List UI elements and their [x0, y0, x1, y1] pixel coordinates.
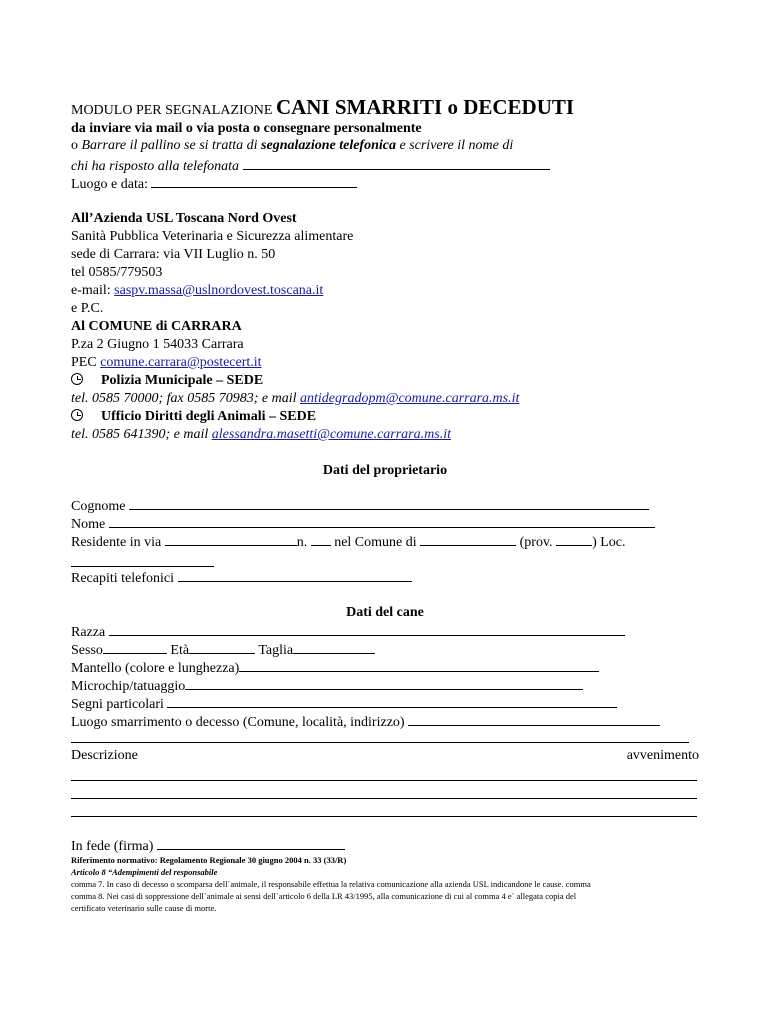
surname-field[interactable]: [129, 496, 649, 510]
usl-tel: tel 0585/779503: [71, 265, 163, 280]
coat-line: Mantello (colore e lunghezza): [71, 658, 599, 678]
place-date-line: Luogo e data:: [71, 174, 357, 194]
comune-pec-line: PEC comune.carrara@postecert.it: [71, 355, 262, 370]
description-field-2[interactable]: [71, 798, 697, 799]
name-line: Nome: [71, 514, 655, 534]
phones-line: Recapiti telefonici: [71, 568, 412, 588]
locality-field[interactable]: [71, 566, 214, 567]
chip-field[interactable]: [185, 676, 583, 690]
comma-text-1: comma 7. In caso di decesso o scomparsa dell`animale, il responsabile effettua la relativa comunicazione alla azienda USL indicandone le cause. comma: [71, 879, 591, 889]
chip-line: Microchip/tatuaggio: [71, 676, 583, 696]
usl-dept: Sanità Pubblica Veterinaria e Sicurezza alimentare: [71, 229, 354, 244]
phone-responder-line: chi ha risposto alla telefonata: [71, 156, 550, 176]
clock-icon[interactable]: [71, 409, 83, 421]
comma-text-2: comma 8. Nei casi di soppressione dell`animale ai sensi dell`articolo 6 della LR 43/1995, alla comunicazione di cui al comma 4 e` allegata copia del: [71, 891, 577, 901]
polizia-line: Polizia Municipale – SEDE: [71, 372, 263, 390]
article-title: Articolo 8 “Adempimenti del responsabile: [71, 867, 218, 877]
comune-field[interactable]: [420, 532, 516, 546]
description-line: Descrizione avvenimento: [71, 748, 699, 763]
signature-line: In fede (firma): [71, 836, 345, 856]
sex-field[interactable]: [103, 640, 167, 654]
form-title-prefix: MODULO PER SEGNALAZIONE: [71, 103, 273, 118]
legal-reference: Riferimento normativo: Regolamento Regionale 30 giugno 2004 n. 33 (33/R): [71, 855, 347, 865]
coat-field[interactable]: [239, 658, 599, 672]
phone-responder-field[interactable]: [243, 156, 550, 170]
comune-name: Al COMUNE di CARRARA: [71, 319, 242, 334]
usl-name: All’Azienda USL Toscana Nord Ovest: [71, 211, 297, 226]
residence-line: Residente in via n. nel Comune di (prov. ) Loc.: [71, 532, 626, 552]
phones-field[interactable]: [178, 568, 412, 582]
polizia-contacts: tel. 0585 70000; fax 0585 70983; e mail antidegradopm@comune.carrara.ms.it: [71, 391, 520, 406]
ufficio-line: Ufficio Diritti degli Animali – SEDE: [71, 408, 316, 426]
usl-address: sede di Carrara: via VII Luglio n. 50: [71, 247, 276, 262]
signature-field[interactable]: [157, 836, 345, 850]
usl-email-line: e-mail: saspv.massa@uslnordovest.toscana.it: [71, 283, 324, 298]
clock-icon[interactable]: [71, 373, 83, 385]
place-field-continued[interactable]: [71, 742, 689, 743]
breed-field[interactable]: [109, 622, 625, 636]
comune-address: P.za 2 Giugno 1 54033 Carrara: [71, 337, 244, 352]
ufficio-contacts: tel. 0585 641390; e mail alessandra.masetti@comune.carrara.ms.it: [71, 427, 451, 442]
option-bullet[interactable]: o: [71, 138, 78, 153]
age-field[interactable]: [189, 640, 255, 654]
sex-age-size-line: Sesso Età Taglia: [71, 640, 375, 660]
pc-label: e P.C.: [71, 301, 104, 316]
name-field[interactable]: [109, 514, 655, 528]
marks-line: Segni particolari: [71, 694, 617, 714]
breed-line: Razza: [71, 622, 625, 642]
place-date-field[interactable]: [151, 174, 357, 188]
surname-line: Cognome: [71, 496, 649, 516]
street-field[interactable]: [165, 532, 297, 546]
description-field-1[interactable]: [71, 780, 697, 781]
prov-field[interactable]: [556, 532, 592, 546]
polizia-email-link[interactable]: antidegradopm@comune.carrara.ms.it: [300, 391, 520, 406]
place-line: Luogo smarrimento o decesso (Comune, località, indirizzo): [71, 712, 660, 732]
phone-report-option: o Barrare il pallino se si tratta di segnalazione telefonica e scrivere il nome di: [71, 138, 514, 153]
size-field[interactable]: [293, 640, 375, 654]
ufficio-email-link[interactable]: alessandra.masetti@comune.carrara.ms.it: [211, 427, 451, 442]
marks-field[interactable]: [167, 694, 617, 708]
place-field[interactable]: [408, 712, 660, 726]
usl-email-link[interactable]: saspv.massa@uslnordovest.toscana.it: [114, 283, 324, 298]
owner-section-title: Dati del proprietario: [322, 463, 448, 478]
street-number-field[interactable]: [311, 532, 331, 546]
comune-pec-link[interactable]: comune.carrara@postecert.it: [100, 355, 262, 370]
description-field-3[interactable]: [71, 816, 697, 817]
form-title-main: CANI SMARRITI o DECEDUTI: [275, 95, 575, 119]
dog-section-title: Dati del cane: [346, 605, 424, 620]
form-subtitle: da inviare via mail o via posta o consegnare personalmente: [71, 121, 422, 136]
comma-text-3: certificato veterinario sulle cause di morte.: [71, 903, 217, 913]
